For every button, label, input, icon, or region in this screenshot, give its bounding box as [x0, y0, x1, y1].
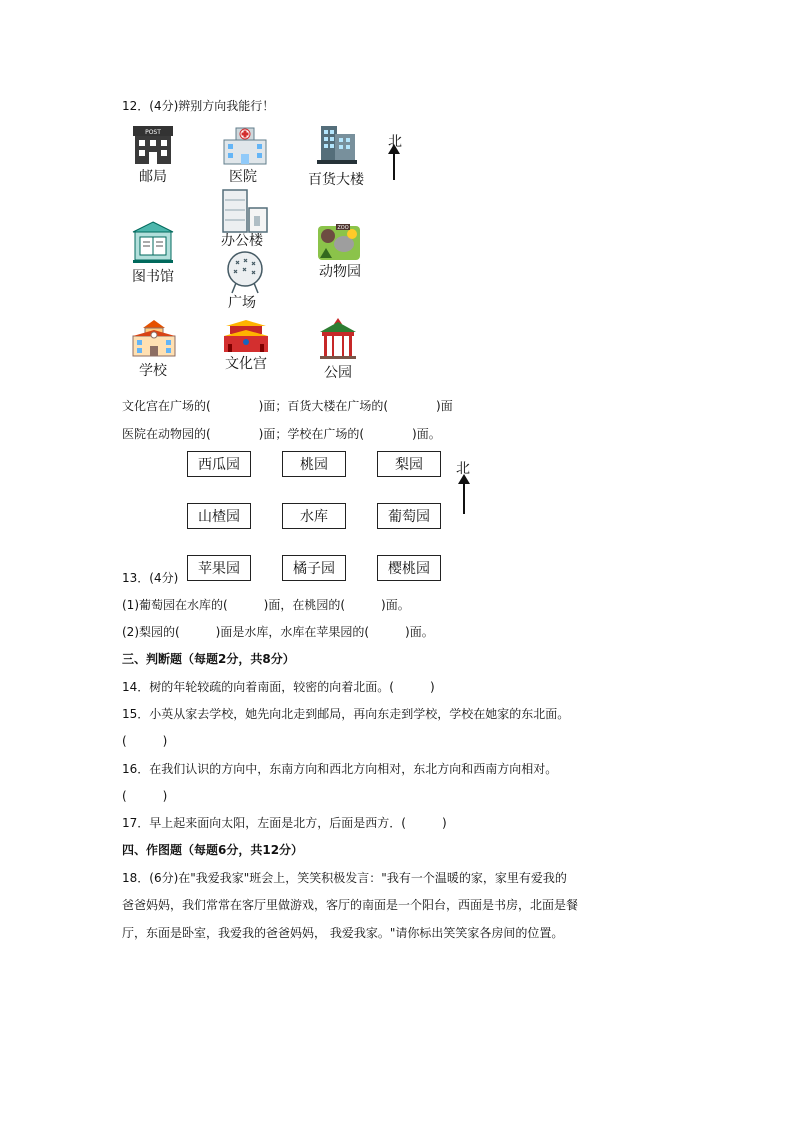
place-label-palace: 文化宫 — [225, 356, 267, 372]
garden-box: 樱桃园 — [377, 555, 441, 581]
garden-box: 梨园 — [377, 451, 441, 477]
place-label-park: 公园 — [324, 365, 352, 381]
north-arrow-icon — [393, 152, 395, 180]
q15-line1: 15．小英从家去学校，她先向北走到邮局，再向东走到学校，学校在她家的东北面。 — [122, 707, 570, 721]
north-arrow-icon — [463, 482, 465, 514]
north-label: 北 — [388, 134, 402, 150]
place-label-post: 邮局 — [139, 169, 167, 185]
garden-box: 葡萄园 — [377, 503, 441, 529]
svg-text:ZOO: ZOO — [337, 225, 349, 231]
post-office-icon — [131, 124, 175, 166]
q18-line1: 18．(6分)在"我爱我家"班会上，笑笑积极发言："我有一个温暖的家，家里有爱我的 — [122, 871, 567, 885]
garden-box: 苹果园 — [187, 555, 251, 581]
q12-line1: 文化宫在广场的( )面；百货大楼在广场的( )面 — [122, 399, 453, 413]
garden-box: 水库 — [282, 503, 346, 529]
library-icon — [131, 220, 175, 264]
park-pavilion-icon — [316, 316, 360, 360]
q13-header: 13．(4分) — [122, 571, 179, 585]
garden-box: 橘子园 — [282, 555, 346, 581]
q12-header: 12．(4分)辨别方向我能行！ — [122, 99, 275, 113]
section-3-title: 三、判断题（每题2分，共8分） — [122, 652, 295, 666]
place-label-dept: 百货大楼 — [308, 172, 364, 188]
garden-box: 桃园 — [282, 451, 346, 477]
place-label-zoo: 动物园 — [319, 264, 361, 280]
place-label-library: 图书馆 — [132, 269, 174, 285]
svg-text:POST: POST — [145, 129, 161, 136]
section-4-title: 四、作图题（每题6分，共12分） — [122, 843, 304, 857]
garden-box: 西瓜园 — [187, 451, 251, 477]
department-store-icon — [315, 124, 359, 166]
place-label-office: 办公楼 — [221, 233, 263, 249]
q16-answer: ( ) — [122, 789, 168, 803]
place-label-plaza: 广场 — [228, 295, 256, 311]
q17: 17．早上起来面向太阳，左面是北方，后面是西方．( ) — [122, 816, 447, 830]
zoo-icon — [316, 222, 362, 262]
q12-line2: 医院在动物园的( )面；学校在广场的( )面。 — [122, 427, 441, 441]
q16-line1: 16．在我们认识的方向中，东南方向和西北方向相对，东北方向和西南方向相对。 — [122, 762, 558, 776]
q15-answer: ( ) — [122, 734, 168, 748]
q13-line1: (1)葡萄园在水库的( )面，在桃园的( )面。 — [122, 598, 410, 612]
q13-line2: (2)梨园的( )面是水库，水库在苹果园的( )面。 — [122, 625, 434, 639]
q14: 14．树的年轮较疏的向着南面，较密的向着北面。( ) — [122, 680, 435, 694]
q18-line3: 厅，东面是卧室，我爱我的爸爸妈妈， 我爱我家。"请你标出笑笑家各房间的位置。 — [122, 926, 564, 940]
place-label-school: 学校 — [139, 363, 167, 379]
place-label-hospital: 医院 — [229, 169, 257, 185]
school-icon — [131, 318, 177, 358]
garden-box: 山楂园 — [187, 503, 251, 529]
plaza-icon — [222, 249, 268, 295]
hospital-icon — [222, 124, 268, 166]
q18-line2: 爸爸妈妈，我们常常在客厅里做游戏，客厅的南面是一个阳台，西面是书房，北面是餐 — [122, 898, 579, 912]
cultural-palace-icon — [222, 318, 270, 354]
north-label: 北 — [456, 461, 470, 477]
office-building-icon — [221, 188, 269, 234]
